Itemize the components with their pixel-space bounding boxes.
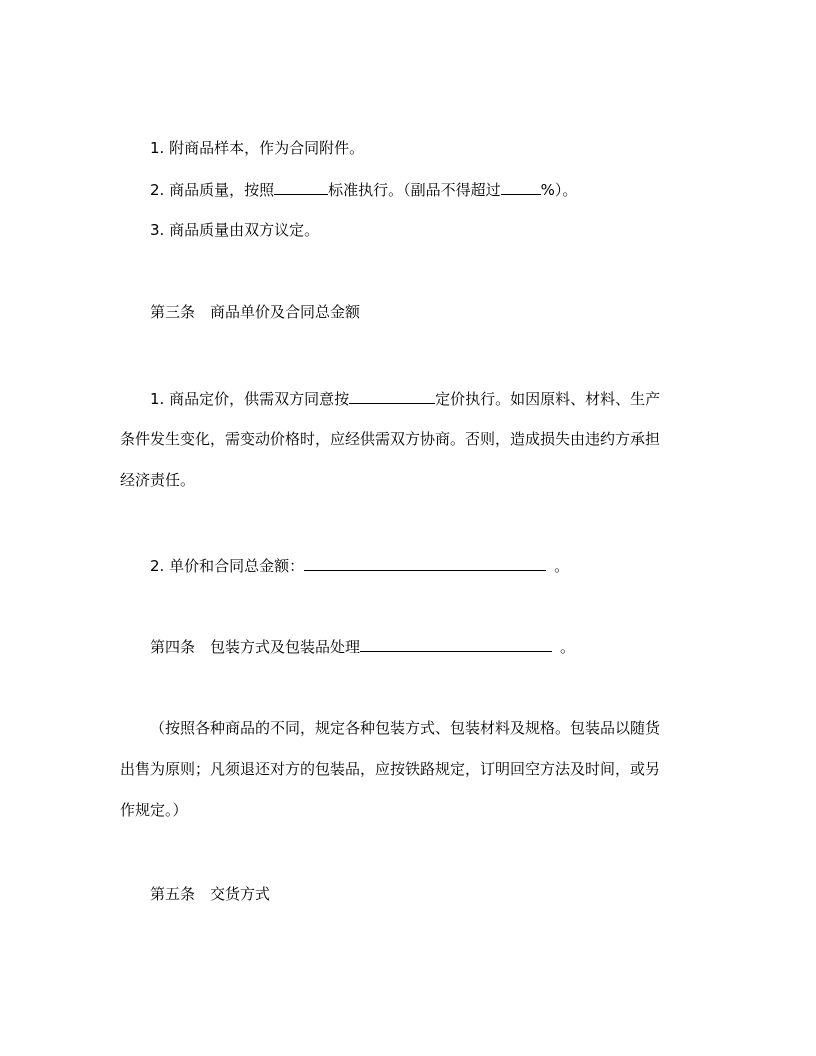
packaging-note-text-1: （按照各种商品的不同，规定各种包装方式、包装材料及规格。包装品以随货 <box>150 719 661 737</box>
price-item-1-text-b: 定价执行。如因原料、材料、生产 <box>435 390 661 408</box>
article-3-heading <box>150 302 730 322</box>
packaging-note-line-1 <box>150 718 700 738</box>
total-amount-blank <box>304 555 546 571</box>
quality-item-1-text: 1. 附商品样本，作为合同附件。 <box>150 139 365 157</box>
article-4-title: 包装方式及包装品处理 <box>210 638 361 656</box>
packaging-blank <box>360 636 552 652</box>
quality-item-2-text-c: %）。 <box>540 181 578 199</box>
quality-item-2-text-b: 标准执行。（副品不得超过 <box>328 181 501 199</box>
quality-item-2 <box>150 179 730 200</box>
quality-item-2-text-a: 2. 商品质量，按照 <box>150 181 275 199</box>
price-item-2-end: 。 <box>554 557 570 575</box>
pricing-basis-blank <box>349 388 435 404</box>
price-item-2-text: 2. 单价和合同总金额： <box>150 557 305 575</box>
article-3-title: 商品单价及合同总金额 <box>210 303 361 321</box>
packaging-note-line-2 <box>120 759 700 779</box>
quality-standard-blank <box>274 179 328 195</box>
quality-item-3 <box>150 220 730 240</box>
article-4-end: 。 <box>560 638 576 656</box>
packaging-note-text-3: 作规定。） <box>120 801 188 819</box>
price-item-2 <box>150 555 730 576</box>
price-item-1-text-line3: 经济责任。 <box>120 471 196 489</box>
quality-item-3-text: 3. 商品质量由双方议定。 <box>150 221 320 239</box>
article-5-title: 交货方式 <box>210 885 271 903</box>
defect-percent-blank <box>501 179 541 195</box>
price-item-1-text-line2: 条件发生变化，需变动价格时，应经供需双方协商。否则，造成损失由违约方承担 <box>120 430 661 448</box>
article-4-number: 第四条 <box>150 638 196 656</box>
packaging-note-text-2: 出售为原则；凡须退还对方的包装品，应按铁路规定，订明回空方法及时间，或另 <box>120 760 661 778</box>
price-item-1-text-a: 1. 商品定价，供需双方同意按 <box>150 390 350 408</box>
packaging-note-line-3 <box>120 800 700 820</box>
quality-item-1 <box>150 138 730 158</box>
price-item-1-line-2 <box>120 429 700 449</box>
price-item-1-line-3 <box>120 470 700 490</box>
article-5-heading <box>150 884 730 904</box>
price-item-1-line-1 <box>150 388 700 409</box>
article-4-heading <box>150 636 730 657</box>
article-3-number: 第三条 <box>150 303 196 321</box>
article-5-number: 第五条 <box>150 885 196 903</box>
